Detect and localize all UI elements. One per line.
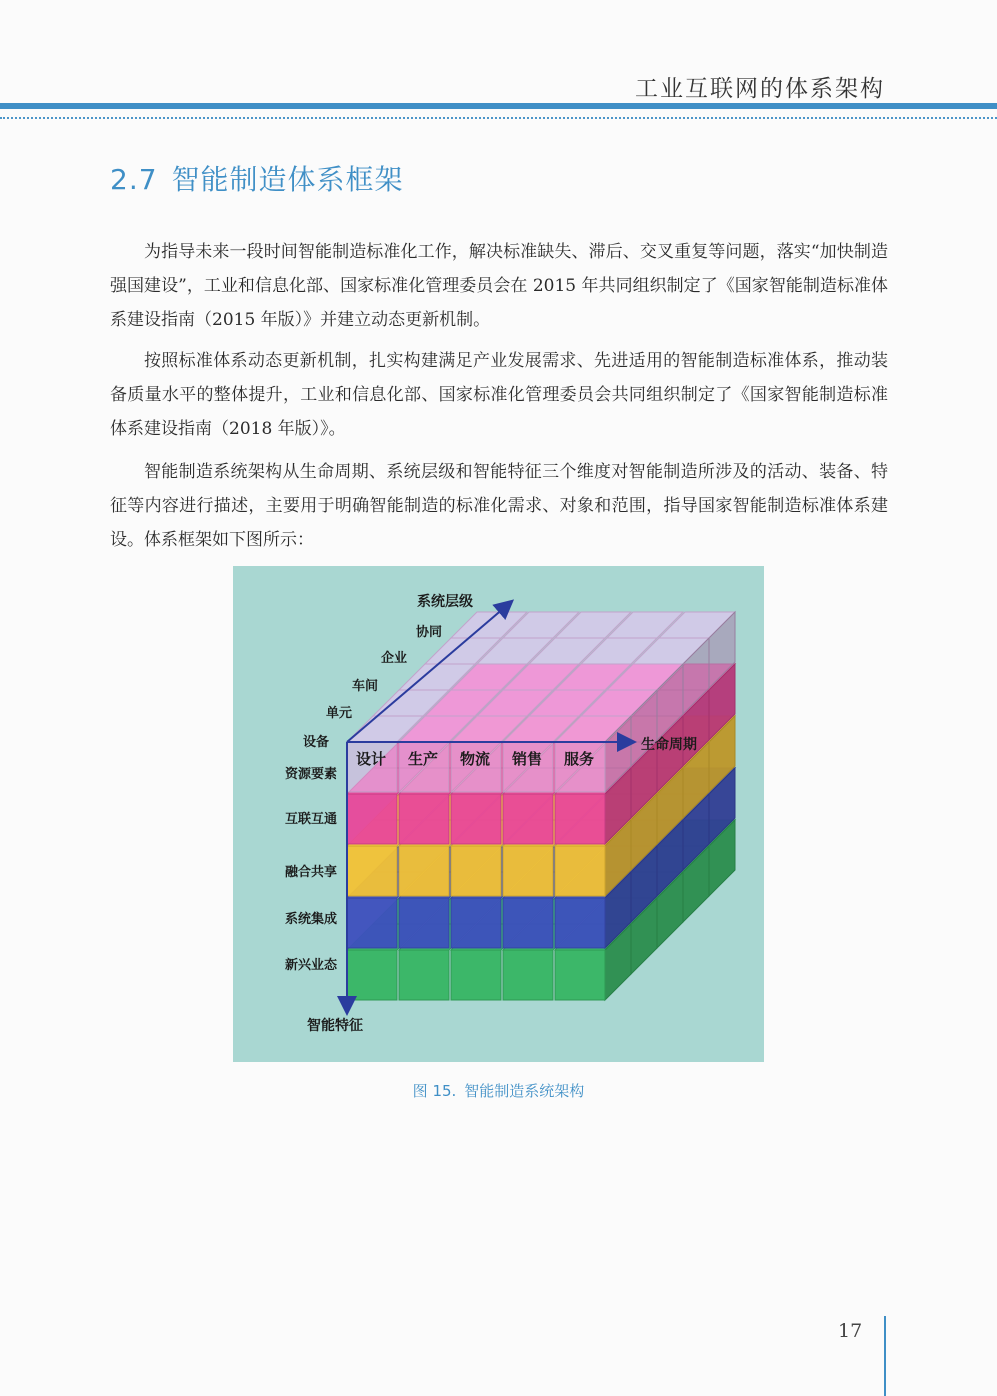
cube-front-face	[555, 846, 605, 896]
lifecycle-label: 销售	[511, 750, 543, 768]
cube-front-face	[451, 794, 501, 844]
figure-caption	[0, 1080, 997, 1101]
cube-front-face	[347, 794, 397, 844]
lifecycle-label: 物流	[459, 750, 491, 768]
cube-front-face	[503, 950, 553, 1000]
section-number: 2.7	[110, 163, 158, 196]
lifecycle-label: 设计	[355, 750, 387, 768]
cube-front-face	[347, 898, 397, 948]
cube-front-face	[451, 846, 501, 896]
body-paragraph-1: 为指导未来一段时间智能制造标准化工作，解决标准缺失、滞后、交叉重复等问题，落实“加快制造强国建设”，工业和信息化部、国家标准化管理委员会在 2015 年共同组织制定了《国家智能制造标准体系建设指南（2015 年版）》并建立动态更新机制。	[110, 242, 888, 330]
section-title: 智能制造体系框架	[171, 163, 404, 196]
system-level-label: 协同	[416, 625, 443, 640]
header-divider-bar	[0, 103, 997, 109]
cube-front-face	[451, 898, 501, 948]
section-heading	[110, 158, 404, 198]
cube-front-face	[399, 898, 449, 948]
cube-front-face	[347, 846, 397, 896]
system-level-label: 设备	[303, 735, 330, 750]
header-dotted-rule	[0, 117, 997, 119]
system-level-label: 单元	[326, 706, 353, 721]
system-level-label: 车间	[352, 679, 379, 694]
axis-title-system-levels: 系统层级	[417, 594, 473, 610]
cube-front-face	[555, 950, 605, 1000]
feature-label: 资源要素	[284, 767, 337, 782]
feature-label: 互联互通	[284, 812, 337, 827]
lifecycle-label: 服务	[563, 750, 595, 768]
cube-front-face	[555, 794, 605, 844]
cube-front-face	[555, 898, 605, 948]
feature-label: 新兴业态	[284, 958, 337, 973]
system-level-label: 企业	[381, 651, 408, 666]
feature-label: 系统集成	[284, 912, 337, 927]
cube-front-face	[399, 846, 449, 896]
cube-front-face	[399, 950, 449, 1000]
cube-front-face	[399, 794, 449, 844]
cube-front-face	[503, 794, 553, 844]
running-header-title: 工业互联网的体系架构	[635, 76, 885, 102]
lifecycle-label: 生产	[407, 750, 439, 768]
architecture-cube-diagram	[233, 566, 764, 1062]
body-paragraph-2: 按照标准体系动态更新机制，扎实构建满足产业发展需求、先进适用的智能制造标准体系，推动装备质量水平的整体提升，工业和信息化部、国家标准化管理委员会共同组织制定了《国家智能制造标准体系建设指南（2018 年版）》。	[110, 351, 888, 439]
page-number-rule	[884, 1316, 886, 1396]
cube-front-face	[347, 950, 397, 1000]
cube-front-face	[503, 898, 553, 948]
page-number: 17	[838, 1320, 863, 1342]
caption-title: 智能制造系统架构	[464, 1082, 585, 1100]
caption-label: 图 15.	[412, 1082, 457, 1100]
axis-title-features: 智能特征	[307, 1018, 363, 1034]
axis-title-lifecycle: 生命周期	[641, 737, 697, 753]
architecture-figure	[233, 566, 764, 1062]
feature-label: 融合共享	[284, 865, 337, 880]
body-paragraph-3: 智能制造系统架构从生命周期、系统层级和智能特征三个维度对智能制造所涉及的活动、装备、特征等内容进行描述，主要用于明确智能制造的标准化需求、对象和范围，指导国家智能制造标准体系建设。体系框架如下图所示：	[110, 462, 888, 550]
cube-front-face	[503, 846, 553, 896]
cube-front-face	[451, 950, 501, 1000]
